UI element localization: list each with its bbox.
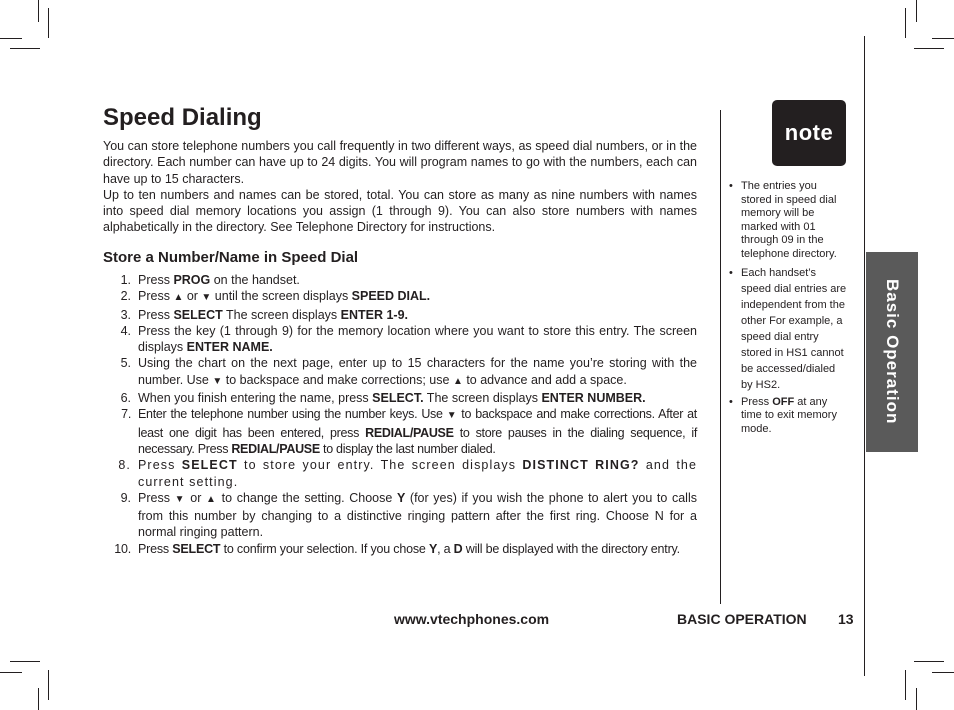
down-arrow-icon: ▼ (201, 292, 212, 304)
step-item: 7. Enter the telephone number using the number keys. Use ▼ to backspace and make corrections. After at least one digit has been entered, press REDIAL/PAUSE to store pauses in the dialing sequence, if necessary. Press REDIAL/PAUSE to display the last number dialed. (103, 406, 697, 457)
step-item: 10. Press SELECT to confirm your selection. If you chose Y, a D will be displayed with the directory entry. (103, 541, 697, 557)
down-arrow-icon: ▼ (446, 410, 458, 422)
key-name: PROG (173, 273, 211, 287)
crop-mark (932, 38, 954, 39)
step-item: 6. When you finish entering the name, press SELECT. The screen displays ENTER NUMBER. (103, 390, 697, 406)
screen-text: ENTER NUMBER. (541, 391, 646, 406)
intro-text (103, 138, 697, 236)
crop-mark (10, 48, 40, 49)
note-item: • Press OFF at any time to exit memory mode. (729, 395, 837, 435)
step-number: 3. (120, 307, 131, 322)
instruction-steps (103, 272, 697, 557)
step-number: 2. (120, 289, 131, 304)
crop-mark (905, 8, 906, 38)
note-item: • Each handset’s speed dial entries are independent from the other For example, a speed dial entry stored in HS1 cannot be accessed/dialed by HS2. (729, 266, 847, 391)
intro-paragraph: Up to ten numbers and names can be stored, total. You can store as many as nine numbers with names into speed dial memory locations you assign (1 through 9). You can also store numbers with names alphabetically in the directory. See Telephone Directory for instructions. (103, 187, 697, 235)
crop-mark (914, 48, 944, 49)
option-letter: Y (428, 541, 438, 556)
screen-text: DISTINCT RING? (522, 458, 640, 473)
note-column-divider (720, 110, 721, 604)
step-number: 4. (120, 323, 131, 338)
crop-mark (10, 661, 40, 662)
step-item: 4. Press the key (1 through 9) for the memory location where you want to store this entry. The screen displays ENTER NAME. (103, 323, 697, 356)
footer-url: www.vtechphones.com (394, 611, 550, 627)
note-badge-label: note (784, 120, 834, 145)
crop-mark (932, 672, 954, 673)
step-item: 8. Press SELECT to store your entry. The screen displays DISTINCT RING? and the current setting. (103, 457, 697, 490)
crop-mark (38, 0, 39, 22)
crop-mark (48, 8, 49, 38)
step-number: 6. (120, 391, 131, 406)
step-item: 5. Using the chart on the next page, enter up to 15 characters for the name you’re storing with the number. Use ▼ to backspace and make corrections; use ▲ to advance and add a space. (103, 355, 697, 390)
up-arrow-icon: ▲ (452, 375, 463, 387)
bullet-icon: • (729, 266, 733, 279)
crop-mark (914, 661, 944, 662)
note-item: • The entries you stored in speed dial memory will be marked with 01 through 09 in the telephone directory. (729, 180, 837, 260)
note-badge (772, 100, 846, 166)
up-arrow-icon: ▲ (205, 493, 218, 505)
section-tab-label: Basic Operation (883, 279, 902, 425)
crop-mark (48, 670, 49, 700)
key-name: SELECT (181, 458, 238, 473)
up-arrow-icon: ▲ (173, 292, 184, 304)
down-arrow-icon: ▼ (174, 493, 186, 505)
note-list (729, 180, 849, 439)
crop-mark (0, 38, 22, 39)
step-number: 5. (120, 356, 131, 371)
crop-mark (916, 0, 917, 22)
step-number: 10. (114, 541, 131, 556)
step-number: 8. (118, 458, 131, 473)
step-number: 7. (121, 407, 131, 422)
crop-mark (916, 688, 917, 710)
intro-paragraph: You can store telephone numbers you call frequently in two different ways, as speed dial numbers, or in the directory. Each number can have up to 24 digits. You will program names to go with the numbers, each can have up to 15 characters. (103, 139, 697, 186)
key-name: REDIAL/PAUSE (231, 441, 320, 456)
key-name: SELECT (173, 307, 223, 322)
option-letter: D (453, 541, 463, 556)
step-item: 3. Press SELECT The screen displays ENTER 1-9. (103, 307, 697, 323)
crop-mark (905, 670, 906, 700)
page-number: 13 (838, 611, 854, 627)
crop-mark (0, 672, 22, 673)
crop-mark (38, 688, 39, 710)
step-item: 9. Press ▼ or ▲ to change the setting. Choose Y (for yes) if you wish the phone to alert you to calls from this number by changing to a distinctive ringing pattern after the first ring. Choose N for a normal ringing pattern. (103, 490, 697, 541)
page-title: Speed Dialing (103, 104, 262, 131)
step-item: 1. Press PROG on the handset. (103, 272, 697, 288)
step-item: 2. Press ▲ or ▼ until the screen displays SPEED DIAL. (103, 288, 697, 306)
section-heading: Store a Number/Name in Speed Dial (103, 249, 359, 266)
key-name: SELECT. (372, 391, 424, 406)
footer-section-title: BASIC OPERATION (677, 611, 807, 627)
page-edge-rule (864, 36, 865, 676)
bullet-icon: • (729, 395, 733, 408)
screen-text: ENTER 1-9. (340, 307, 409, 322)
step-number: 1. (120, 273, 131, 287)
down-arrow-icon: ▼ (212, 375, 223, 387)
step-number: 9. (120, 490, 131, 505)
key-name: SELECT (172, 541, 221, 556)
option-letter: Y (396, 490, 406, 505)
screen-text: ENTER NAME. (186, 340, 273, 355)
section-tab (866, 252, 918, 452)
key-name: REDIAL/PAUSE (365, 425, 454, 440)
screen-text: SPEED DIAL. (351, 289, 431, 304)
bullet-icon: • (729, 180, 733, 192)
key-name: OFF (772, 395, 795, 408)
